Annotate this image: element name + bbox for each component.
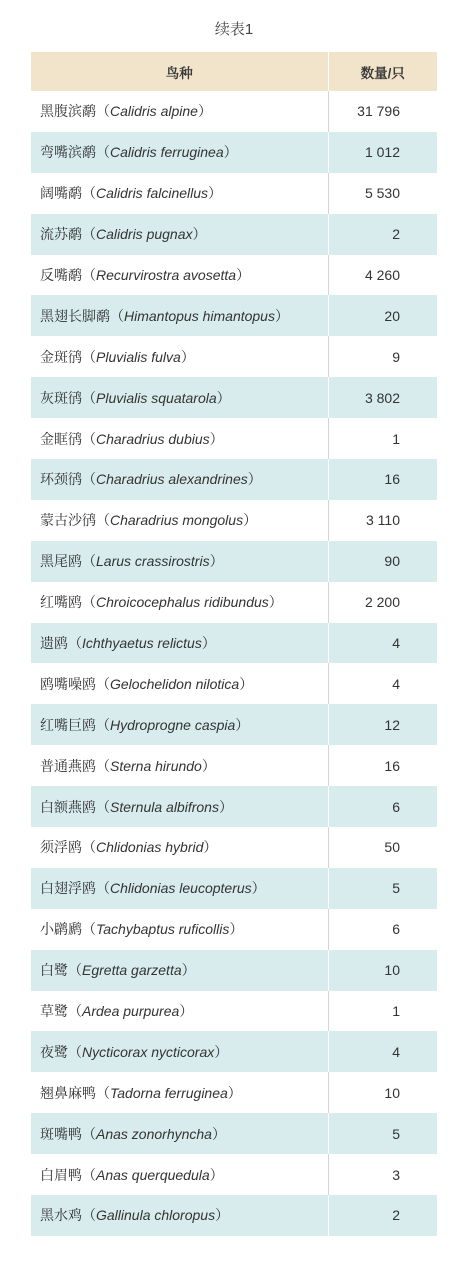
species-latin-name: Gallinula chloropus: [96, 1207, 216, 1224]
species-latin-name: Calidris pugnax: [96, 226, 193, 243]
close-paren: ）: [251, 880, 266, 897]
table-row: [31, 541, 437, 582]
close-paren: ）: [209, 1166, 224, 1183]
species-latin-name: Anas zonorhyncha: [96, 1125, 212, 1142]
open-paren: （: [82, 185, 96, 202]
species-count-cell: 4: [392, 1043, 400, 1060]
species-name-cell: [31, 704, 328, 745]
species-count-cell: 2 200: [364, 594, 400, 611]
open-paren: （: [68, 635, 82, 652]
species-name-cell: [31, 500, 328, 541]
species-chinese-name: 须浮鸥: [40, 839, 82, 856]
species-count-table: [31, 52, 437, 1236]
species-count-cell: 10: [384, 962, 400, 979]
table-row: [31, 950, 437, 991]
species-latin-name: Calidris ferruginea: [110, 144, 224, 161]
table-row: [31, 1195, 437, 1236]
species-name-cell: [31, 1113, 328, 1154]
table-row: [31, 336, 437, 377]
species-chinese-name: 蒙古沙鸻: [40, 512, 96, 529]
species-count-cell: 16: [384, 471, 400, 488]
species-column-header: 鸟种: [31, 52, 328, 91]
open-paren: （: [82, 839, 96, 856]
table-row: [31, 132, 437, 173]
species-count-cell: 9: [392, 348, 400, 365]
close-paren: ）: [197, 103, 212, 120]
open-paren: （: [96, 1084, 110, 1101]
close-paren: ）: [247, 471, 262, 488]
species-name-cell: [31, 909, 328, 950]
table-row: [31, 786, 437, 827]
count-column-header: 数量/只: [360, 65, 405, 81]
species-count-cell: 3 110: [366, 512, 400, 529]
species-count-cell: 4: [392, 635, 400, 652]
close-paren: ）: [209, 430, 224, 447]
open-paren: （: [82, 430, 96, 447]
species-chinese-name: 黑腹滨鹬: [40, 103, 96, 120]
close-paren: ）: [201, 757, 216, 774]
species-name-cell: [31, 377, 328, 418]
open-paren: （: [82, 594, 96, 611]
species-chinese-name: 斑嘴鸭: [40, 1125, 82, 1142]
species-name-cell: [31, 418, 328, 459]
table-row: [31, 377, 437, 418]
species-name-cell: [31, 582, 328, 623]
open-paren: （: [82, 348, 96, 365]
species-latin-name: Charadrius mongolus: [110, 512, 244, 529]
species-name-cell: [31, 623, 328, 664]
species-count-cell: 2: [392, 1207, 400, 1224]
table-row: [31, 1072, 437, 1113]
open-paren: （: [82, 1207, 96, 1224]
species-latin-name: Chroicocephalus ridibundus: [96, 594, 269, 611]
species-latin-name: Tadorna ferruginea: [110, 1084, 228, 1101]
species-chinese-name: 红嘴巨鸥: [40, 716, 96, 733]
close-paren: ）: [208, 185, 223, 202]
close-paren: ）: [180, 348, 195, 365]
species-name-cell: [31, 1072, 328, 1113]
species-name-cell: [31, 336, 328, 377]
species-count-cell: 1: [392, 1003, 400, 1020]
species-chinese-name: 白眉鸭: [40, 1166, 82, 1183]
species-name-cell: [31, 255, 328, 296]
species-chinese-name: 普通燕鸥: [40, 757, 96, 774]
species-latin-name: Chlidonias hybrid: [96, 839, 204, 856]
close-paren: ）: [243, 512, 258, 529]
species-count-cell: 50: [384, 839, 400, 856]
table-row: [31, 704, 437, 745]
close-paren: ）: [223, 144, 238, 161]
species-chinese-name: 小䴙䴘: [40, 921, 82, 938]
species-latin-name: Sterna hirundo: [110, 757, 202, 774]
open-paren: （: [82, 389, 96, 406]
species-chinese-name: 反嘴鹬: [40, 267, 82, 283]
close-paren: ）: [218, 798, 233, 815]
table-row: [31, 909, 437, 950]
species-latin-name: Recurvirostra avosetta: [96, 267, 237, 283]
table-row: [31, 582, 437, 623]
table-row: [31, 745, 437, 786]
species-count-cell: 5 530: [364, 185, 400, 202]
open-paren: （: [82, 1166, 96, 1183]
species-latin-name: Pluvialis squatarola: [96, 389, 217, 406]
species-latin-name: Tachybaptus ruficollis: [96, 921, 230, 938]
species-chinese-name: 流苏鹬: [40, 226, 82, 243]
open-paren: （: [68, 962, 82, 979]
species-latin-name: Charadrius alexandrines: [96, 471, 248, 488]
open-paren: （: [82, 553, 96, 570]
close-paren: ）: [274, 307, 289, 324]
close-paren: ）: [235, 716, 250, 733]
species-chinese-name: 白翅浮鸥: [40, 880, 96, 897]
species-chinese-name: 环颈鸻: [40, 471, 82, 488]
species-latin-name: Ardea purpurea: [82, 1003, 180, 1020]
species-name-cell: [31, 991, 328, 1032]
species-chinese-name: 鸥嘴噪鸥: [40, 675, 96, 692]
species-count-cell: 5: [392, 880, 400, 897]
open-paren: （: [82, 921, 96, 938]
species-latin-name: Egretta garzetta: [82, 962, 182, 979]
species-name-cell: [31, 214, 328, 255]
species-chinese-name: 金斑鸻: [40, 348, 82, 365]
species-count-cell: 6: [392, 921, 400, 938]
table-caption: 续表1: [214, 21, 254, 38]
species-latin-name: Anas querquedula: [96, 1166, 210, 1183]
species-name-cell: [31, 663, 328, 704]
species-latin-name: Ichthyaetus relictus: [82, 635, 202, 652]
species-chinese-name: 红嘴鸥: [40, 594, 82, 611]
species-count-cell: 1 012: [364, 144, 400, 161]
table-row: [31, 91, 437, 132]
close-paren: ）: [211, 1125, 226, 1142]
close-paren: ）: [227, 1084, 242, 1101]
species-name-cell: [31, 950, 328, 991]
close-paren: ）: [214, 1043, 229, 1060]
species-count-cell: 3: [392, 1166, 400, 1183]
species-name-cell: [31, 1031, 328, 1072]
close-paren: ）: [201, 635, 216, 652]
species-chinese-name: 草鹭: [40, 1003, 68, 1020]
close-paren: ）: [181, 962, 196, 979]
close-paren: ）: [209, 553, 224, 570]
table-row: [31, 255, 437, 296]
species-latin-name: Chlidonias leucopterus: [110, 880, 252, 897]
species-name-cell: [31, 541, 328, 582]
species-latin-name: Larus crassirostris: [96, 553, 210, 570]
open-paren: （: [96, 716, 110, 733]
table-row: [31, 459, 437, 500]
species-name-cell: [31, 132, 328, 173]
species-name-cell: [31, 1195, 328, 1236]
table-row: [31, 663, 437, 704]
species-chinese-name: 阔嘴鹬: [40, 185, 82, 202]
species-chinese-name: 夜鹭: [40, 1043, 68, 1060]
species-latin-name: Gelochelidon nilotica: [110, 675, 240, 692]
table-row: [31, 500, 437, 541]
species-count-cell: 31 796: [357, 103, 400, 120]
open-paren: （: [96, 880, 110, 897]
close-paren: ）: [192, 226, 207, 243]
table-row: [31, 1113, 437, 1154]
species-latin-name: Himantopus himantopus: [124, 307, 275, 324]
close-paren: ）: [229, 921, 244, 938]
species-latin-name: Calidris alpine: [110, 103, 198, 120]
species-count-cell: 12: [384, 716, 400, 733]
open-paren: （: [96, 675, 110, 692]
open-paren: （: [96, 512, 110, 529]
species-chinese-name: 黑水鸡: [40, 1207, 82, 1224]
species-latin-name: Charadrius dubius: [96, 430, 210, 447]
species-count-cell: 20: [384, 307, 400, 324]
open-paren: （: [110, 307, 124, 324]
species-name-cell: [31, 786, 328, 827]
table-row: [31, 295, 437, 336]
species-count-cell: 16: [384, 757, 400, 774]
table-row: [31, 173, 437, 214]
open-paren: （: [68, 1043, 82, 1060]
species-chinese-name: 灰斑鸻: [40, 389, 82, 406]
open-paren: （: [96, 798, 110, 815]
species-count-cell: 4 260: [364, 267, 400, 283]
close-paren: ）: [239, 675, 254, 692]
species-chinese-name: 弯嘴滨鹬: [40, 144, 96, 161]
table-row: [31, 1031, 437, 1072]
table-row: [31, 827, 437, 868]
species-count-cell: 10: [384, 1084, 400, 1101]
species-latin-name: Sternula albifrons: [110, 798, 219, 815]
open-paren: （: [68, 1003, 82, 1020]
species-count-cell: 90: [384, 553, 400, 570]
species-chinese-name: 黑翅长脚鹬: [40, 307, 110, 324]
close-paren: ）: [216, 389, 231, 406]
table-row: [31, 991, 437, 1032]
species-latin-name: Calidris falcinellus: [96, 185, 209, 202]
table-row: [31, 623, 437, 664]
species-chinese-name: 翘鼻麻鸭: [40, 1084, 96, 1101]
species-name-cell: [31, 91, 328, 132]
open-paren: （: [82, 226, 96, 243]
table-row: [31, 418, 437, 459]
species-name-cell: [31, 827, 328, 868]
close-paren: ）: [203, 839, 218, 856]
open-paren: （: [96, 103, 110, 120]
species-count-cell: 1: [392, 430, 400, 447]
species-count-cell: 5: [392, 1125, 400, 1142]
species-chinese-name: 白额燕鸥: [40, 798, 96, 815]
table-row: [31, 1154, 437, 1195]
species-count-cell: 3 802: [364, 389, 400, 406]
species-latin-name: Nycticorax nycticorax: [82, 1043, 215, 1060]
open-paren: （: [96, 757, 110, 774]
open-paren: （: [96, 144, 110, 161]
species-chinese-name: 金眶鸻: [40, 430, 82, 447]
table-body: [31, 91, 437, 1236]
species-name-cell: [31, 1154, 328, 1195]
species-name-cell: [31, 295, 328, 336]
open-paren: （: [82, 267, 96, 283]
table-row: [31, 868, 437, 909]
close-paren: ）: [215, 1207, 230, 1224]
table-row: [31, 214, 437, 255]
species-count-cell: 2: [392, 226, 400, 243]
close-paren: ）: [179, 1003, 194, 1020]
species-count-cell: 6: [392, 798, 400, 815]
species-name-cell: [31, 459, 328, 500]
species-latin-name: Pluvialis fulva: [96, 348, 181, 365]
species-latin-name: Hydroprogne caspia: [110, 716, 236, 733]
species-name-cell: [31, 173, 328, 214]
species-chinese-name: 遗鸥: [40, 635, 68, 652]
close-paren: ）: [236, 267, 251, 283]
species-name-cell: [31, 745, 328, 786]
species-count-cell: 4: [392, 675, 400, 692]
species-chinese-name: 白鹭: [40, 962, 68, 979]
close-paren: ）: [268, 594, 283, 611]
table-header-row: [31, 52, 437, 91]
species-name-cell: [31, 868, 328, 909]
open-paren: （: [82, 471, 96, 488]
open-paren: （: [82, 1125, 96, 1142]
species-chinese-name: 黑尾鸥: [40, 553, 82, 570]
